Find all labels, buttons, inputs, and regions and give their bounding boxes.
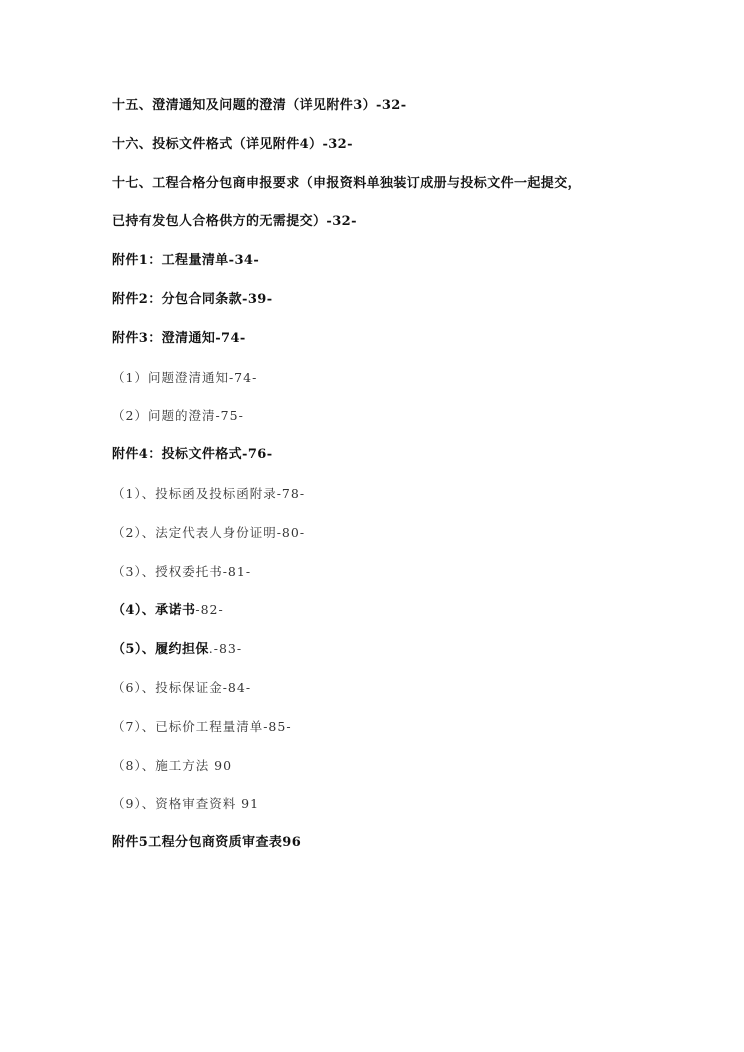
toc-subentry-4-5-page: .-83- (208, 641, 243, 657)
toc-subentry-4-9: （9）、资格审查资料 91 (112, 796, 260, 812)
toc-entry-appendix-5: 附件5工程分包商资质审查表96 (112, 835, 302, 851)
toc-subentry-4-7: （7）、已标价工程量清单-85- (112, 718, 292, 734)
toc-subentry-4-8: （8）、施工方法 90 (112, 757, 233, 773)
toc-entry-appendix-4: 附件4：投标文件格式-76- (112, 447, 273, 463)
toc-subentry-3-2: （2）问题的澄清-75- (112, 408, 244, 424)
toc-subentry-4-3: （3）、授权委托书-81- (112, 563, 252, 579)
toc-entry-appendix-2: 附件2：分包合同条款-39- (112, 291, 273, 307)
toc-entry-15: 十五、澄清通知及问题的澄清（详见附件3）-32- (112, 98, 407, 113)
table-of-contents (112, 96, 672, 872)
toc-entry-17-line-1: 十七、工程合格分包商申报要求（申报资料单独装订成册与投标文件一起提交， (112, 175, 582, 191)
toc-entry-17-line-2: 已持有发包人合格供方的无需提交）-32- (112, 214, 357, 230)
toc-entry-appendix-3: 附件3：澄清通知-74- (112, 330, 246, 346)
toc-subentry-4-2: （2）、法定代表人身份证明-80- (112, 524, 306, 540)
toc-subentry-4-5-title: （5）、履约担保 (112, 642, 209, 658)
toc-subentry-4-4-page: -82- (195, 602, 224, 618)
toc-subentry-4-1: （1）、投标函及投标函附录-78- (112, 485, 306, 501)
toc-subentry-3-1: （1）问题澄清通知-74- (112, 369, 258, 385)
toc-entry-16: 十六、投标文件格式（详见附件4）-32- (112, 136, 353, 152)
toc-subentry-4-4 (112, 600, 672, 639)
toc-entry-appendix-1: 附件1：工程量清单-34- (112, 253, 260, 269)
toc-subentry-4-5 (112, 639, 672, 678)
toc-subentry-4-6: （6）、投标保证金-84- (112, 679, 252, 695)
toc-subentry-4-4-title: （4）、承诺书 (112, 603, 196, 619)
